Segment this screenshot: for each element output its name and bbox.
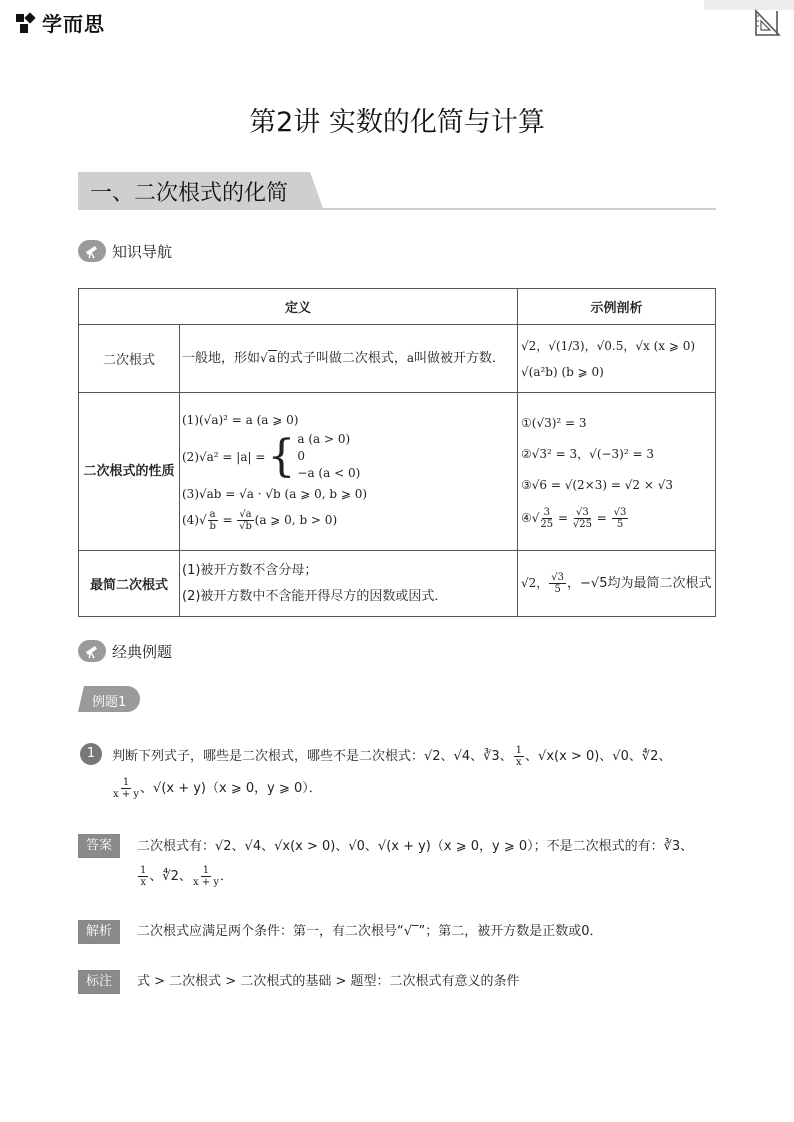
prop-example-3: ③√6 = √(2×3) = √2 × √3: [521, 478, 673, 492]
knowledge-nav-title: 知识导航: [112, 242, 173, 261]
analysis-tag: 解析: [78, 920, 120, 944]
def-text-1: 一般地，形如: [182, 351, 261, 366]
answer-line-2: [137, 864, 717, 890]
def-a: a: [406, 351, 414, 365]
brace-symbol: {: [267, 430, 296, 482]
question-text: [112, 744, 718, 802]
example-label: [78, 686, 140, 712]
e4-mid-den: √25: [572, 519, 592, 530]
header-example: 示例剖析: [518, 289, 716, 325]
row-label-simplest: 最简二次根式: [79, 551, 180, 617]
case-3: −a (a < 0): [297, 466, 361, 480]
property-4: (4)√ $\frac{a}{b}$ = $\frac{√a}{√b}$ (a ⩾ 0, b > 0): [182, 509, 338, 532]
def-text-2: 的式子叫做二次根式，: [276, 351, 407, 366]
section-underline: [78, 208, 716, 210]
row-definition-radical: [180, 325, 518, 393]
logo-mark-icon: [14, 11, 38, 35]
answer-frac1-num: 1: [140, 865, 147, 876]
answer-line-1: 二次根式有：√2、√4、√x(x > 0)、√0、√(x + y)（x ⩾ 0，y ⩾ 0）；不是二次根式的有：∛3、: [137, 839, 694, 854]
ruler-icon: [753, 8, 781, 38]
simplest-frac-den: 5: [554, 584, 561, 595]
answer-mid: 、∜2、: [149, 869, 192, 884]
section-banner: [78, 172, 716, 210]
example-line-2: √(a²b) (b ⩾ 0): [521, 364, 604, 379]
question-line-2: [112, 776, 718, 802]
p4-condition: (a ⩾ 0, b > 0): [254, 513, 338, 527]
question-part-1: 判断下列式子，哪些是二次根式，哪些不是二次根式：√2、√4、∛3、: [112, 749, 513, 764]
logo-text: 学而思: [42, 12, 105, 36]
simplest-def-1: (1)被开方数不含分母；: [182, 562, 318, 578]
question-part-2: 、√x(x > 0)、√0、∜2、: [525, 749, 672, 764]
property-2-cases: [265, 431, 360, 482]
question-frac-num: 1: [515, 745, 523, 756]
telescope-icon: [78, 640, 106, 662]
question-frac-den: x: [516, 757, 522, 768]
table-row: [79, 393, 716, 551]
case-2: 0: [297, 449, 306, 463]
answer-frac1-den: x: [140, 877, 146, 888]
simplest-example: [521, 570, 714, 597]
simplest-ex-2: ，−√5均为最简二次根式: [567, 576, 712, 591]
table-header-row: [79, 289, 716, 325]
row-definition-properties: [180, 393, 518, 551]
property-3: (3)√ab = √a · √b (a ⩾ 0, b ⩾ 0): [182, 487, 368, 501]
row-label-radical: 二次根式: [79, 325, 180, 393]
p4-rhs-num: √a: [239, 509, 252, 520]
answer-end: ．: [219, 869, 233, 884]
def-sqrt-a: a: [268, 351, 276, 365]
telescope-icon: [78, 240, 106, 262]
note-tag: 标注: [78, 970, 120, 994]
question-frac2-num: 1: [122, 777, 130, 788]
property-2-left: (2)√a² = |a| =: [182, 449, 266, 464]
e4-rhs-num: √3: [613, 507, 627, 518]
question-part-3: 、√(x + y)（x ⩾ 0，y ⩾ 0）．: [140, 781, 322, 796]
simplest-ex-1: √2，: [521, 576, 549, 590]
analysis-text: 二次根式应满足两个条件：第一，有二次根号“√‾”；第二，被开方数是正数或0．: [137, 924, 603, 939]
example-label-text: 例题1: [92, 695, 127, 710]
def-text-3: 叫做被开方数．: [414, 351, 506, 366]
question-frac2-den: x + y: [113, 789, 140, 800]
header-definition: 定义: [79, 289, 518, 325]
row-example-radical: [518, 325, 716, 393]
answer-frac2-den: x + y: [192, 877, 219, 888]
e4-prefix: ④: [521, 511, 532, 525]
row-definition-simplest: [180, 551, 518, 617]
property-4-prefix: (4): [182, 513, 199, 527]
page-title: 第2讲 实数的化简与计算: [249, 107, 545, 138]
answer-tag: 答案: [78, 834, 120, 858]
simplest-def-2: (2)被开方数中不含能开得尽方的因数或因式．: [182, 588, 448, 604]
e4-den: 25: [540, 519, 554, 530]
section-title: 一、二次根式的化简: [90, 181, 289, 206]
table-row: [79, 325, 716, 393]
knowledge-table: [78, 288, 716, 617]
classic-heading: [78, 640, 172, 662]
answer-frac2-num: 1: [202, 865, 210, 876]
table-row: [79, 551, 716, 617]
prop-example-1: ①(√3)² = 3: [521, 416, 587, 430]
case-1: a (a > 0): [297, 432, 351, 446]
classic-title: 经典例题: [112, 642, 173, 661]
prop-example-4: ④√ $\frac{3}{25}$ = $\frac{√3}{√25}$ = $\frac{√3}{5}$: [521, 507, 627, 530]
answer-text: [137, 834, 717, 890]
e4-mid-num: √3: [576, 507, 589, 518]
property-2: [182, 431, 516, 482]
p4-rhs-den: √b: [239, 521, 252, 532]
question-number: 1: [80, 743, 102, 765]
row-example-properties: [518, 393, 716, 551]
prop-example-2: ②√3² = 3，√(−3)² = 3: [521, 447, 654, 461]
note-text: 式 > 二次根式 > 二次根式的基础 > 题型：二次根式有意义的条件: [137, 974, 520, 989]
brand-logo: [14, 8, 105, 37]
row-example-simplest: [518, 551, 716, 617]
p4-num: a: [209, 509, 216, 520]
e4-rhs-den: 5: [616, 519, 624, 530]
example-line-1: √2，√(1/3)，√0.5，√x (x ⩾ 0): [521, 338, 696, 353]
knowledge-nav-heading: [78, 240, 172, 262]
property-1: (1)(√a)² = a (a ⩾ 0): [182, 413, 299, 427]
def-sqrt: √a: [260, 351, 276, 365]
p4-den: b: [209, 521, 216, 532]
e4-num: 3: [543, 507, 550, 518]
row-label-properties: 二次根式的性质: [79, 393, 180, 551]
question-line-1: [112, 744, 718, 770]
simplest-frac-num: √3: [551, 572, 565, 583]
